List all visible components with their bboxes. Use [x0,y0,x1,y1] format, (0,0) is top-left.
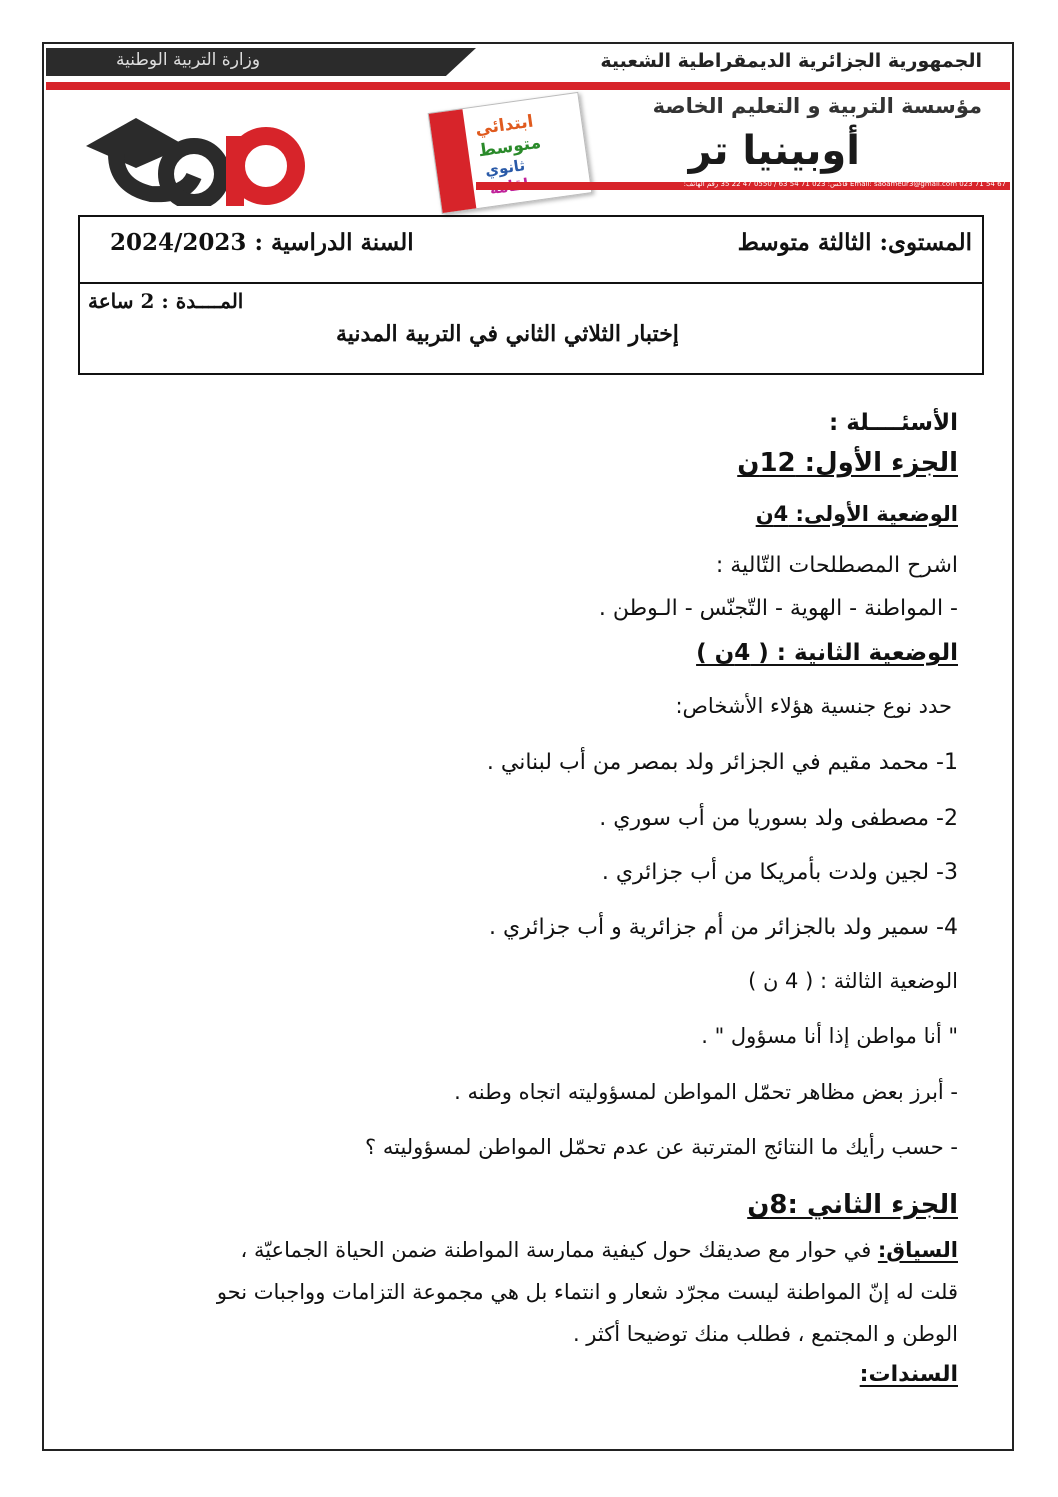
level-secondary: ثانوي [483,156,527,180]
republic-name: الجمهورية الجزائرية الديمقراطية الشعبية [600,50,982,72]
header-banner [46,46,1010,206]
s1-terms: - المواطنة - الهوية - التّجنّس - الـوطن . [598,596,958,621]
part2-title: الجزء الثاني :8ن [747,1190,958,1220]
card-stripe [429,109,477,213]
s2-item-3: 3- لجين ولدت بأمريكا من أب جزائري . [601,860,958,885]
s3-item-1: - أبرز بعض مظاهر تحمّل المواطن لمسؤوليته اتجاه وطنه . [454,1080,958,1104]
level-primary: ابتدائي [474,111,535,140]
s3-quote: " أنا مواطن إذا أنا مسؤول " . [701,1024,958,1048]
levels-card [428,92,593,214]
ministry-name: وزارة التربية الوطنية [116,50,261,70]
s1-title: الوضعية الأولى: 4ن [755,502,958,526]
context-line-1 [241,1238,959,1262]
exam-info-box [78,215,984,375]
level-middle: متوسط [477,132,543,162]
s2-instruction: حدد نوع جنسية هؤلاء الأشخاص: [675,694,952,718]
ministry-bar [46,48,476,76]
context-text-1: في حوار مع صديقك حول كيفية ممارسة المواطنة ضمن الحياة الجماعيّة ، [240,1238,878,1262]
year-label: السنة الدراسية : 2024/2023 [110,229,414,256]
context-line-3: الوطن و المجتمع ، فطلب منك توضيحا أكثر . [572,1322,958,1346]
institution-name: مؤسسة التربية و التعليم الخاصة [652,94,982,118]
s3-title: الوضعية الثالثة : ( 4 ن ) [748,969,958,993]
s2-item-2: 2- مصطفى ولد بسوريا من أب سوري . [599,806,958,831]
level-label: المستوى: الثالثة متوسط [737,229,972,256]
exam-title: إختبار الثلاثي الثاني في التربية المدنية [336,321,679,347]
contact-info: Email: saoameur3@gmail.com 023 71 54 67 فاكس: 023 71 54 63 / 0550 47 22 35 رقم الهاتف: [683,180,1006,188]
duration-label: المــــدة : 2 ساعة [88,289,244,313]
s1-instruction: اشرح المصطلحات التّالية : [715,553,958,578]
s3-item-2: - حسب رأيك ما النتائج المترتبة عن عدم تحمّل المواطن لمسؤوليته ؟ [365,1135,958,1159]
sources-label: السندات: [859,1362,958,1387]
context-label: السياق: [877,1238,958,1262]
school-logo-icon [76,96,306,206]
s2-item-4: 4- سمير ولد بالجزائر من أم جزائرية و أب جزائري . [489,915,958,940]
red-stripe [46,82,1010,90]
context-line-2: قلت له إنّ المواطنة ليست مجرّد شعار و انتماء بل هي مجموعة التزامات وواجبات نحو [216,1280,958,1304]
questions-heading: الأسئــــلة : [828,410,958,436]
s2-title: الوضعية الثانية : ( 4ن ) [696,640,958,666]
s2-item-1: 1- محمد مقيم في الجزائر ولد بمصر من أب لبناني . [486,750,958,775]
brand-name: أوبينيا تر [688,128,860,174]
divider [80,282,982,284]
part1-title: الجزء الأول: 12ن [737,448,958,478]
